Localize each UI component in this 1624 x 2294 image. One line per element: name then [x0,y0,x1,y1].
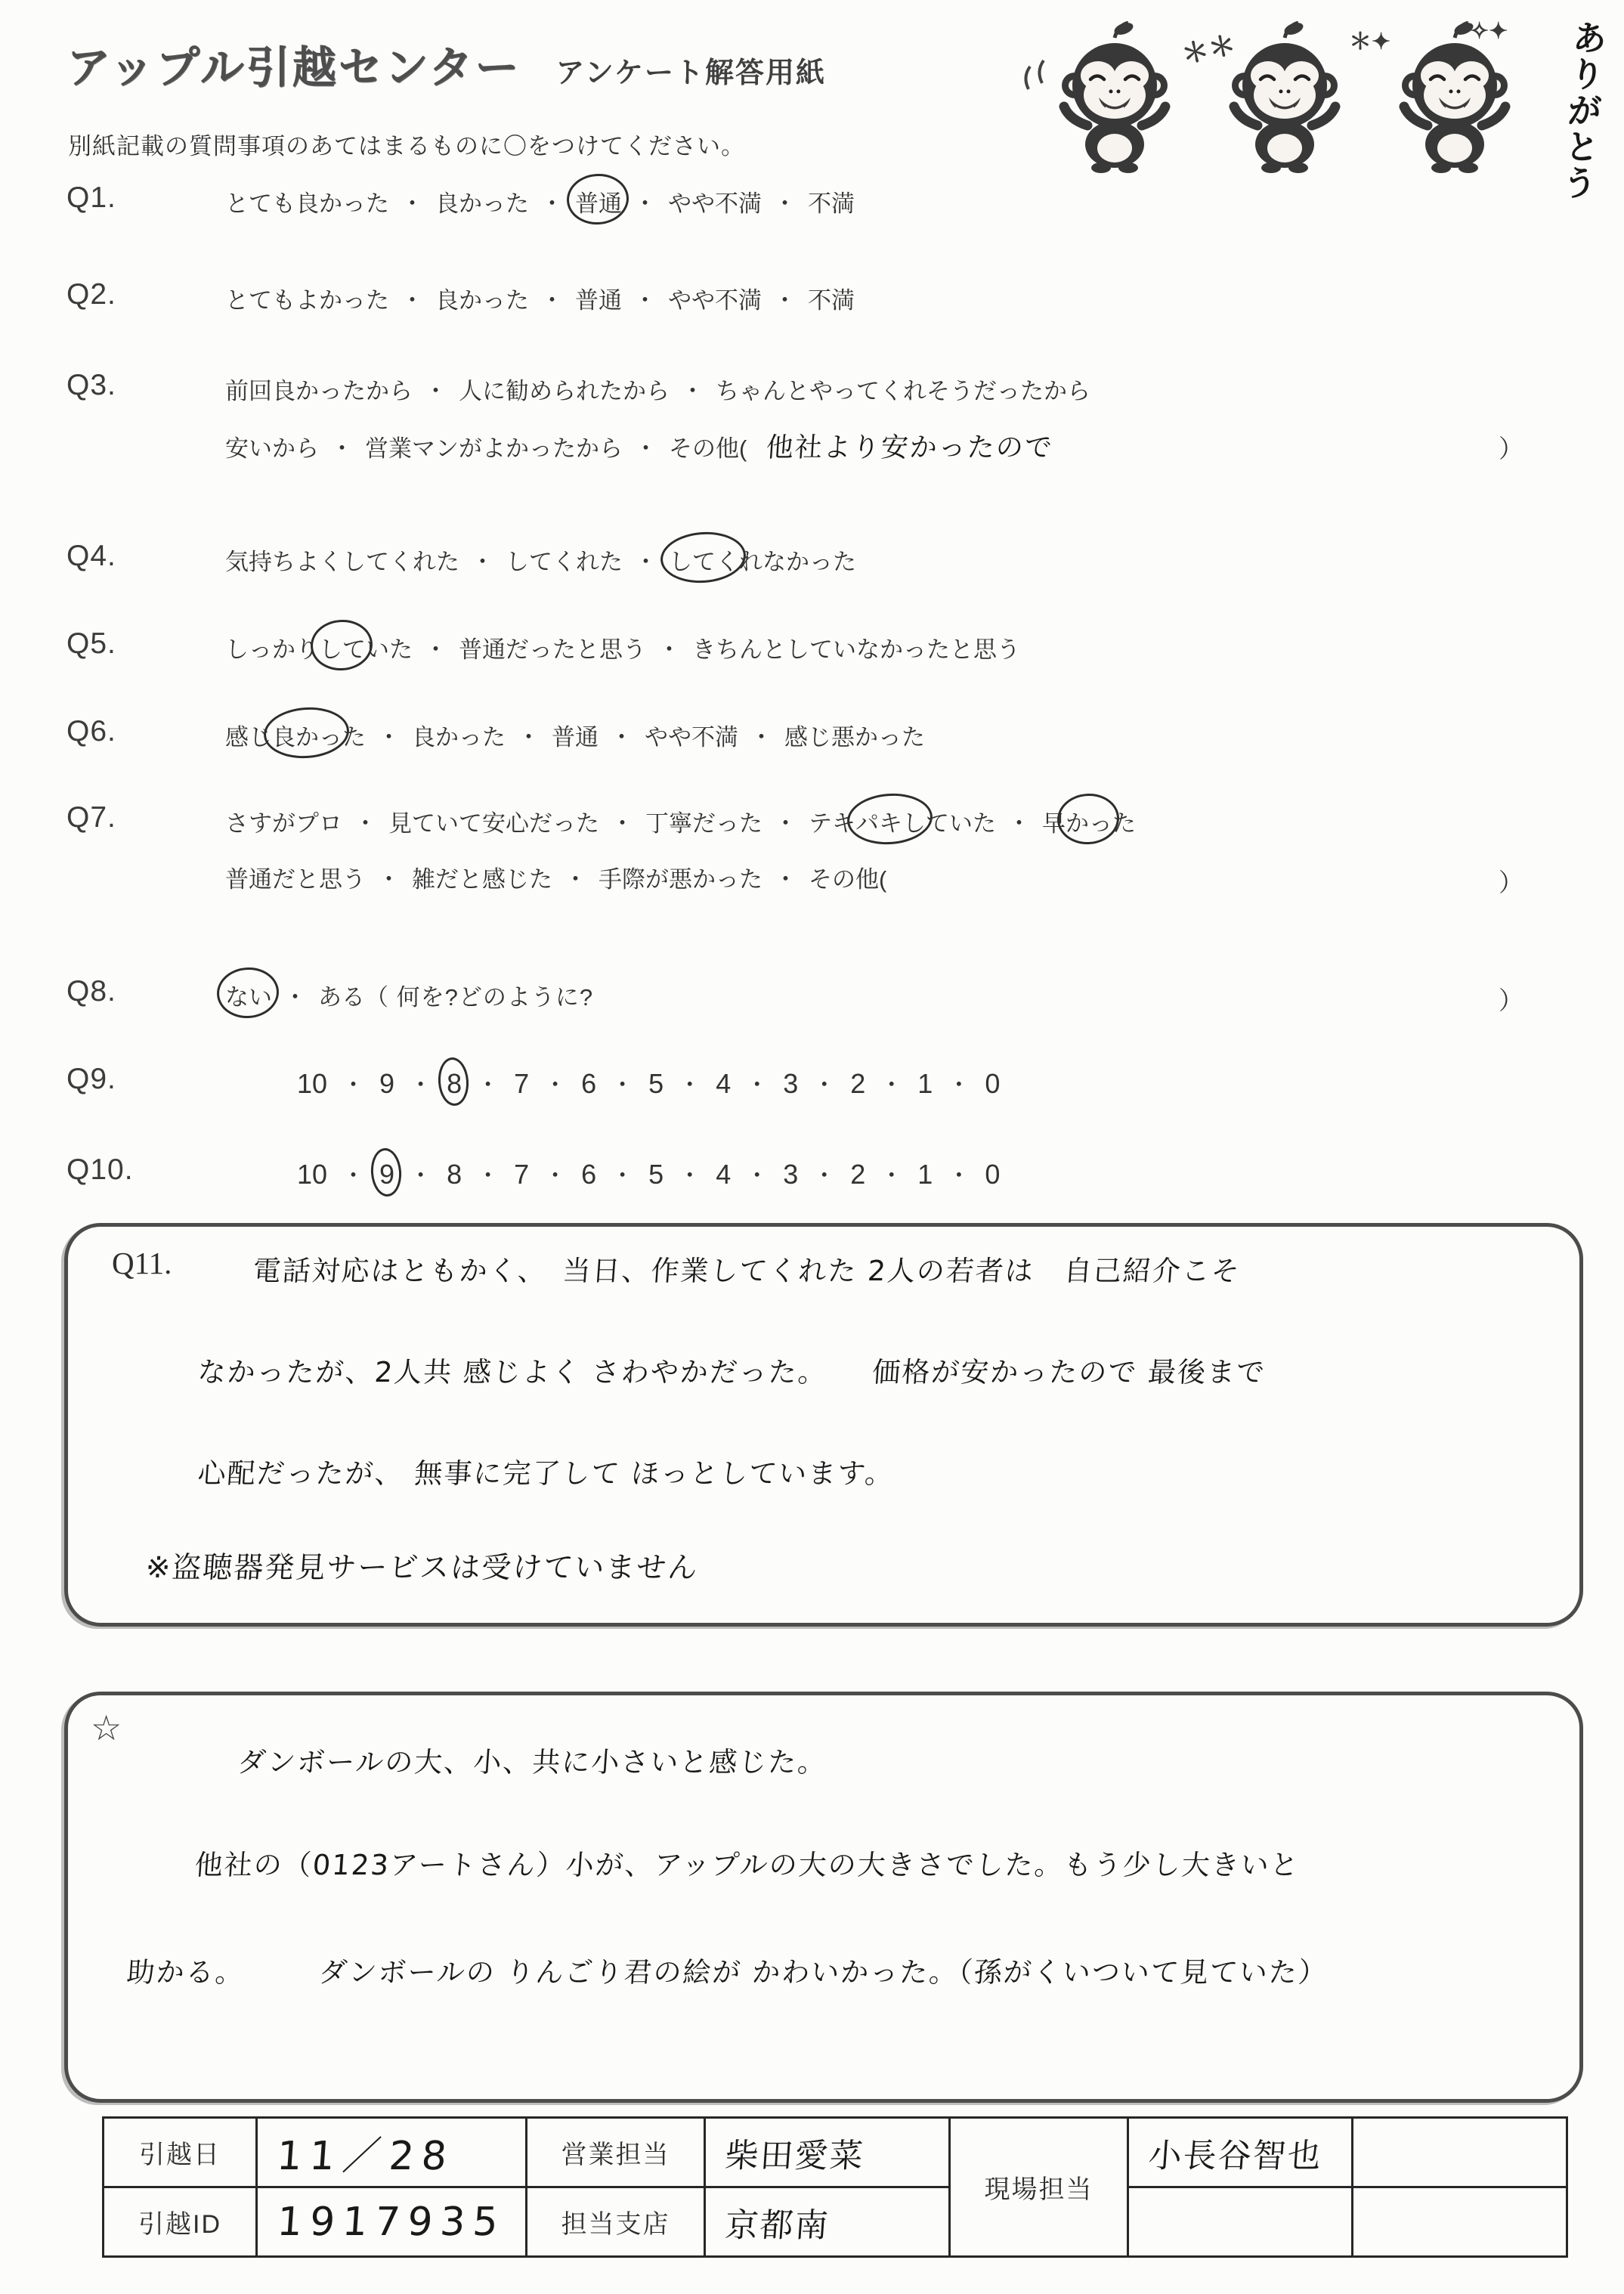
score-option [985,1068,1000,1099]
score-option [447,1068,462,1099]
answer-option [459,636,646,663]
separator-dot: ・ [633,287,657,314]
separator-dot: ・ [540,190,564,217]
answer-option [645,724,738,751]
option-text: 5 [648,1159,664,1190]
handwritten-comment-line: 電話対応はともかく、 当日、作業してくれた 2人の若者は 自己紹介こそ [252,1255,1242,1287]
empty-cell [1128,2187,1353,2257]
option-text: 3 [783,1159,799,1190]
option-text: とてもよかった [225,287,389,314]
question-label: Q4. [67,540,116,572]
separator-dot: ・ [880,1162,904,1189]
answer-option [225,636,413,663]
separator-dot: ・ [424,636,447,663]
option-text: ある [318,984,365,1011]
form-title: アンケート解答用紙 [555,57,827,89]
answer-option [365,435,623,462]
option-text: その他( [669,435,747,462]
circled-selection: かっ [1066,804,1112,838]
separator-dot: ・ [947,1072,971,1098]
separator-dot: ・ [564,866,587,893]
score-option [297,1068,327,1099]
option-text: 雑だと感じた [412,866,552,893]
extra-comment-box [64,1692,1583,2103]
move-id-label: 引越ID [104,2187,257,2257]
option-text: 6 [581,1159,597,1190]
motion-lines-icon [1025,60,1044,89]
handwritten-answer: 他社より安かったので [765,432,1055,463]
field-rep-value: 小長谷智也 [1128,2118,1353,2187]
question-options [225,281,1523,315]
answer-option [669,549,856,575]
question-label: Q7. [67,801,116,834]
answer-option [435,287,529,314]
option-text: さすがプロ [225,810,342,837]
question-q3-line [67,369,1578,422]
separator-dot: ・ [401,190,424,217]
answer-option [225,378,413,404]
circled-selection: して [319,630,366,664]
option-text: 普通だったと思う [459,636,646,663]
option-text: 見ていて安心だった [388,810,599,837]
circled-selection: 9 [379,1159,395,1190]
option-text: 6 [581,1068,597,1099]
answer-option [225,984,272,1011]
handwritten-comment-line: 他社の（0123アートさん）小が、アップルの大の大きさでした。もう少し大きいと [193,1849,1301,1881]
score-option [917,1159,933,1190]
handwritten-comment-line: なかったが、2人共 感じよく さわやかだった。 価格が安かったので 最後まで [196,1356,1267,1388]
option-text: 普通だと思う [225,866,366,893]
option-text: その他( [809,866,887,893]
option-text: 7 [514,1159,530,1190]
option-text: 2 [850,1159,866,1190]
question-label: Q10. [67,1153,134,1186]
separator-dot: ・ [657,636,681,663]
separator-dot: ・ [342,1072,366,1098]
separator-dot: ・ [750,724,773,751]
separator-dot: ・ [773,190,797,217]
question-options [225,426,1523,465]
question-label: Q3. [67,369,116,401]
instruction-text: 別紙記載の質問事項のあてはまるものに〇をつけてください。 [68,133,745,159]
score-option [514,1159,529,1190]
empty-cell [1353,2187,1567,2257]
answer-option [668,287,762,314]
score-option [850,1159,865,1190]
answer-option [669,435,747,462]
option-text: 不満 [808,190,855,217]
separator-dot: ・ [611,1072,635,1098]
option-text: とても良かった [225,190,389,217]
question-q7-line [67,801,1578,854]
answer-option [809,810,996,837]
question-label: Q5. [67,627,116,660]
question-options [225,630,1523,664]
thanks-handwriting: ありがとう [1555,20,1610,201]
monkey-mascots-illustration [1016,21,1545,176]
circled-selection: 良かっ [272,718,342,752]
separator-dot: ・ [812,1162,837,1189]
option-text: 8 [447,1159,462,1190]
option-text: 普通 [575,287,622,314]
option-text: 0 [985,1068,1001,1099]
answer-option [412,866,552,893]
option-text: 0 [985,1159,1001,1190]
circled-selection: ない [225,978,272,1012]
separator-dot: ・ [633,190,657,217]
option-text: 気持ちよくしてくれた [225,549,459,575]
separator-dot: ・ [678,1162,702,1189]
question-label: Q9. [67,1063,116,1095]
option-text: しっかり [225,636,319,663]
score-option [648,1068,664,1099]
option-text: 感じ [225,724,272,751]
circled-selection: パキし [855,804,926,838]
question-q3-line [67,423,1578,476]
question-q4-line [67,540,1578,593]
question-label: Q8. [67,975,116,1008]
separator-dot: ・ [540,287,564,314]
option-text: いた [366,636,413,663]
score-option [850,1068,865,1099]
question-options [225,184,1523,218]
answer-option [435,190,529,217]
closing-paren: ） [1499,986,1523,1014]
option-text: 人に勧められたから [459,378,670,404]
separator-dot: ・ [283,984,307,1011]
answer-option [225,549,459,575]
option-text: 安いから [225,435,319,462]
separator-dot: ・ [401,287,424,314]
answer-option [1042,810,1136,837]
score-option [985,1159,1000,1190]
answer-option [809,866,886,893]
separator-dot: ・ [610,724,633,751]
separator-dot: ・ [330,435,354,462]
answer-option [599,866,763,893]
question-q7-line [67,857,1578,910]
answer-option [575,190,622,217]
move-id-value: 1917935 [257,2187,527,2257]
option-text: 1 [917,1068,933,1099]
question-q6-line [67,715,1578,768]
answer-option [668,190,762,217]
option-text: 前回良かったから [225,378,413,404]
handwritten-comment-line: 助かる。 ダンボールの りんごり君の絵が かわいかった。（孫がくいついて見ていた） [125,1956,1329,1989]
answer-option [225,866,366,893]
option-text: 1 [917,1159,933,1190]
separator-dot: ・ [517,724,540,751]
sparkle-icon: ✧✦ [1470,19,1508,44]
option-text: 丁寧だった [645,810,763,837]
separator-dot: ・ [611,810,634,837]
brand-logo-text: アップル引越センター [67,43,521,92]
separator-dot: ・ [1007,810,1031,837]
circled-selection: 8 [447,1068,462,1099]
option-text: 手際が悪かった [599,866,763,893]
separator-dot: ・ [634,435,657,462]
move-date-label: 引越日 [104,2118,257,2187]
printed-text: （ 何を?どのように? [365,984,594,1011]
separator-dot: ・ [774,810,797,837]
option-text: 3 [783,1068,799,1099]
option-text: テキ [809,810,855,837]
question-label: Q1. [67,181,116,214]
separator-dot: ・ [476,1162,500,1189]
separator-dot: ・ [880,1072,904,1098]
separator-dot: ・ [476,1072,500,1098]
closing-paren: ） [1499,868,1523,896]
separator-dot: ・ [409,1072,433,1098]
option-text: ちゃんとやってくれそうだったから [716,378,1090,404]
answer-option [225,190,389,217]
separator-dot: ・ [774,866,797,893]
option-text: 9 [379,1068,395,1099]
closing-paren: ） [1499,435,1523,463]
move-date-value: 11／28 [257,2118,527,2187]
header [67,32,826,95]
separator-dot: ・ [342,1162,366,1189]
separator-dot: ・ [773,287,797,314]
question-label: Q2. [67,278,116,311]
option-text: 5 [648,1068,664,1099]
answer-option [318,984,365,1011]
question-q1-line [67,181,1578,234]
option-text: やや不満 [645,724,738,751]
separator-dot: ・ [424,378,447,404]
circled-selection: 普通 [575,184,622,218]
separator-dot: ・ [377,866,401,893]
option-text: やや不満 [668,287,762,314]
answer-option [459,378,670,404]
separator-dot: ・ [409,1162,433,1189]
option-text: れなかった [739,549,856,575]
option-text: 良かった [412,724,506,751]
answer-option [692,636,1020,663]
option-text: 4 [716,1068,732,1099]
move-info-table [102,2116,1568,2258]
handwritten-comment-line: 心配だったが、 無事に完了して ほっとしています。 [196,1457,896,1490]
option-text: 良かった [435,190,529,217]
option-text: 感じ悪かった [784,724,925,751]
separator-dot: ・ [947,1162,971,1189]
question-label: Q6. [67,715,116,748]
sparkle-icon: ＊✦ [1349,29,1391,54]
question-label: Q11. [112,1246,172,1280]
separator-dot: ・ [681,378,704,404]
answer-option [225,287,389,314]
option-text: 不満 [808,287,855,314]
sales-rep-value: 柴田愛菜 [705,2118,950,2187]
answer-option [808,190,855,217]
separator-dot: ・ [634,549,657,575]
circled-selection: してく [669,543,739,577]
answer-option [575,287,622,314]
branch-label: 担当支店 [527,2187,705,2257]
empty-cell [1353,2118,1567,2187]
score-option [581,1159,596,1190]
answer-option [388,810,599,837]
question-options [225,718,1523,752]
answer-option [552,724,599,751]
separator-dot: ・ [812,1072,837,1098]
question-options [225,978,1523,1012]
separator-dot: ・ [377,724,401,751]
question-options [225,1156,1523,1190]
question-options [225,543,1523,577]
option-text: 普通 [552,724,599,751]
score-option [514,1068,529,1099]
option-text: 7 [514,1068,530,1099]
handwritten-note: ※盗聴器発見サービスは受けていません [144,1551,701,1585]
branch-value: 京都南 [705,2187,950,2257]
option-text: 良かった [435,287,529,314]
separator-dot: ・ [745,1162,769,1189]
answer-option [645,810,763,837]
star-icon: ☆ [91,1708,122,1748]
separator-dot: ・ [543,1162,568,1189]
answer-option [225,724,366,751]
score-option [716,1068,731,1099]
option-text: 早 [1042,810,1066,837]
option-text: 2 [850,1068,866,1099]
answer-option [412,724,506,751]
option-text: 4 [716,1159,732,1190]
answer-option [506,549,623,575]
score-option [783,1159,798,1190]
sales-rep-label: 営業担当 [527,2118,705,2187]
separator-dot: ・ [745,1072,769,1098]
separator-dot: ・ [471,549,494,575]
answer-option [808,287,855,314]
question-q9-line [67,1063,1578,1116]
separator-dot: ・ [543,1072,568,1098]
answer-option [784,724,925,751]
question-options [225,804,1523,838]
question-q8-line [67,975,1578,1028]
comment-box [64,1223,1583,1627]
question-options [225,372,1523,406]
answer-option [225,810,342,837]
separator-dot: ・ [611,1162,635,1189]
answer-option [225,435,319,462]
separator-dot: ・ [354,810,377,837]
question-options [225,1066,1523,1100]
score-option [716,1159,731,1190]
monkey-illustration-svg [1016,21,1545,176]
option-text: きちんとしていなかったと思う [692,636,1020,663]
score-option [581,1068,596,1099]
option-text: ていた [926,810,996,837]
option-text: 営業マンがよかったから [365,435,623,462]
separator-dot: ・ [678,1072,702,1098]
option-text: 10 [297,1068,328,1099]
score-option [648,1159,664,1190]
option-text: た [342,724,366,751]
handwritten-comment-line: ダンボールの大、小、共に小さいと感じた。 [237,1746,828,1779]
score-option [917,1068,933,1099]
question-q2-line [67,278,1578,331]
option-text: た [1112,810,1136,837]
sparkle-icon: ＊＊ [1178,28,1239,70]
option-text: してくれた [506,549,623,575]
answer-option [716,378,1090,404]
field-rep-label: 現場担当 [950,2118,1128,2257]
option-text: やや不満 [668,190,762,217]
question-q5-line [67,627,1578,680]
question-options [225,860,1523,894]
option-text: 10 [297,1159,328,1190]
score-option [379,1068,394,1099]
score-option [297,1159,327,1190]
score-option [447,1159,462,1190]
question-q10-line [67,1153,1578,1206]
score-option [783,1068,798,1099]
score-option [379,1159,394,1190]
